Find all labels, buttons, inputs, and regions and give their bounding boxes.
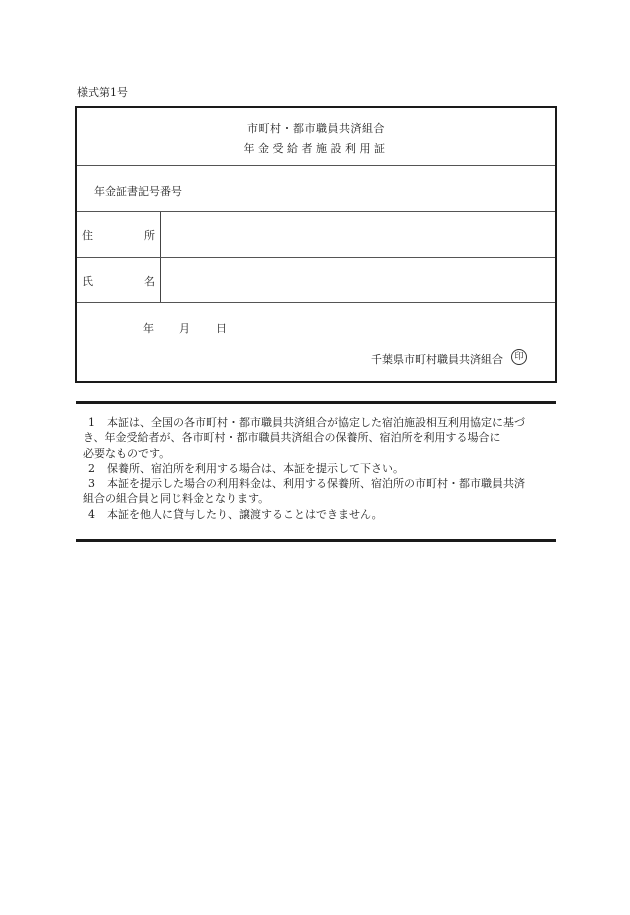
note-text: 本証は、全国の各市町村・都市職員共済組合が協定した宿泊施設相互利用協定に基づ — [107, 416, 525, 429]
note-text: き、年金受給者が、各市町村・都市職員共済組合の保養所、宿泊所を利用する場合に — [83, 431, 501, 445]
note-item — [83, 415, 553, 461]
address-field[interactable] — [162, 212, 555, 257]
note-number: 2 — [88, 461, 95, 475]
note-text: 本証を提示した場合の利用料金は、利用する保養所、宿泊所の市町村・都市職員共済 — [107, 477, 525, 491]
note-number: 3 — [88, 477, 95, 491]
note-number: 4 — [88, 507, 95, 521]
divider-top — [76, 401, 556, 404]
address-label — [77, 212, 161, 257]
form-number: 様式第1号 — [77, 86, 128, 99]
name-label-char2: 名 — [144, 275, 155, 288]
name-label-char1: 氏 — [82, 275, 93, 288]
facility-use-card — [75, 106, 557, 383]
date-year-label: 年 — [143, 322, 154, 335]
note-text: 必要なものです。 — [83, 446, 171, 460]
divider-bottom — [76, 539, 556, 542]
card-title-section — [77, 108, 555, 166]
issue-date-section — [77, 303, 555, 381]
name-row — [77, 258, 555, 303]
issuer-name: 千葉県市町村職員共済組合 — [371, 353, 503, 366]
note-text: 保養所、宿泊所を利用する場合は、本証を提示して下さい。 — [107, 461, 404, 475]
seal-icon: 印 — [511, 349, 527, 365]
address-label-char2: 所 — [144, 229, 155, 242]
notes-list — [83, 415, 553, 522]
note-number: 1 — [88, 416, 95, 429]
card-title: 年金受給者施設利用証 — [243, 142, 389, 155]
address-label-char1: 住 — [82, 229, 93, 242]
name-field[interactable] — [162, 258, 555, 302]
note-item — [83, 507, 553, 522]
pension-number-label: 年金証書記号番号 — [94, 185, 182, 198]
pension-number-field[interactable] — [77, 166, 555, 212]
date-month-label: 月 — [179, 322, 190, 335]
note-text: 組合の組合員と同じ料金となります。 — [83, 492, 270, 506]
note-item — [83, 461, 553, 476]
note-item — [83, 476, 553, 507]
note-text: 本証を他人に貸与したり、譲渡することはできません。 — [107, 507, 383, 521]
card-title-organization: 市町村・都市職員共済組合 — [247, 122, 385, 135]
address-row — [77, 212, 555, 258]
date-day-label: 日 — [216, 322, 227, 335]
name-label — [77, 258, 161, 302]
